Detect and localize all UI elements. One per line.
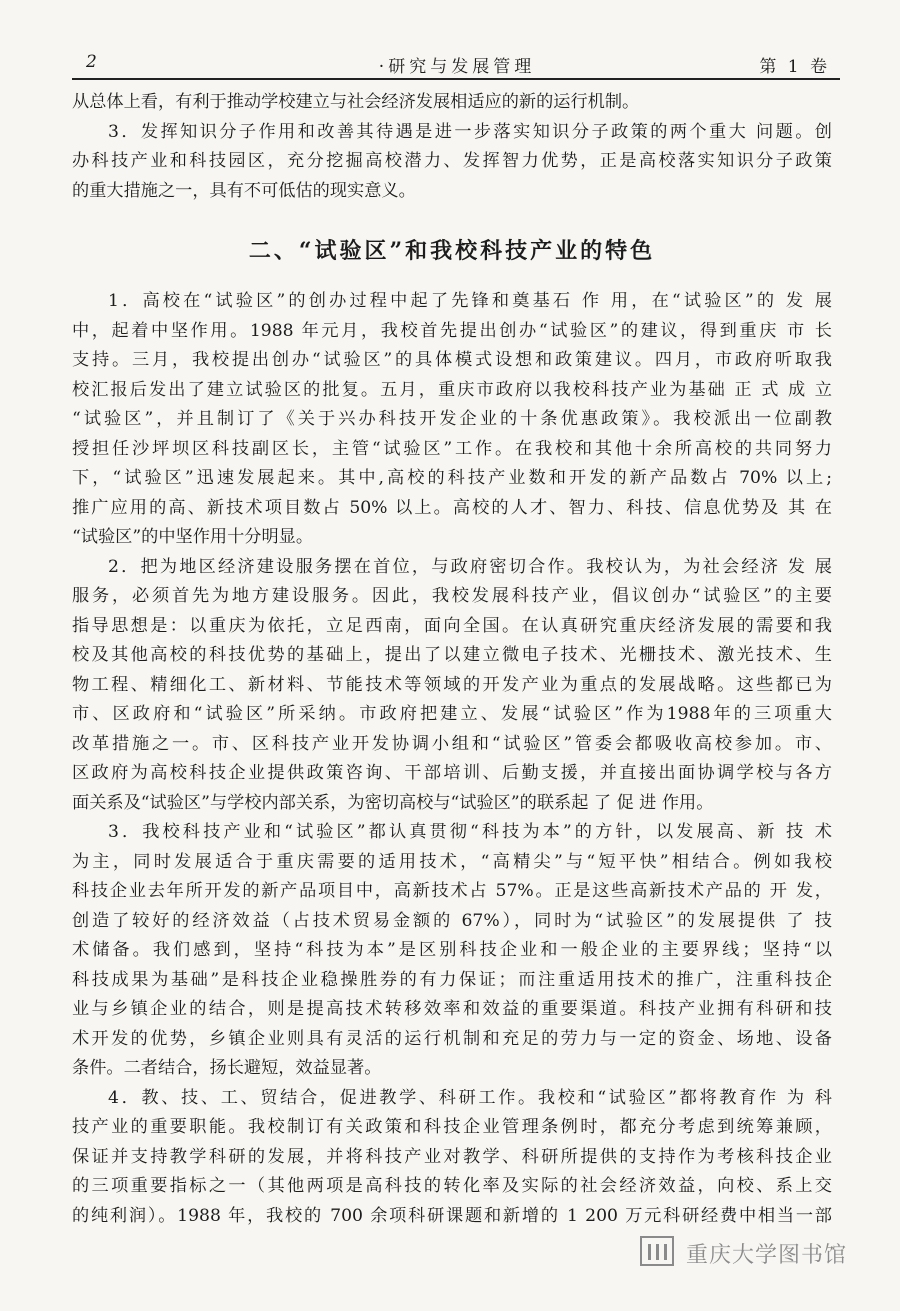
text-line: 市、区政府和“试验区”所采纳。市政府把建立、发展“试验区”作为1988年的三项重大: [72, 704, 832, 724]
section-text: [72, 287, 832, 1231]
text-line: 术储备。我们感到，坚持“科技为本”是区别科技企业和一般企业的主要界线；坚持“以: [72, 940, 832, 960]
text-line: 创造了较好的经济效益（占技术贸易金额的 67%），同时为“试验区”的发展提供 了 技: [72, 910, 832, 931]
page-number: 2: [86, 52, 98, 72]
text-line: 条件。二者结合，扬长避短，效益显著。: [72, 1058, 382, 1078]
text-line: 术开发的优势，乡镇企业则具有灵活的运行机制和充足的劳力与一定的资金、场地、设备: [72, 1028, 832, 1049]
text-line: 技产业的重要职能。我校制订有关政策和科技企业管理条例时，都充分考虑到统筹兼顾，: [72, 1117, 832, 1137]
header-rule: [72, 78, 840, 80]
watermark-text: 重庆大学图书馆: [686, 1243, 848, 1268]
intro-text: [72, 88, 832, 206]
text-line: 下，“试验区”迅速发展起来。其中,高校的科技产业数和开发的新产品数占 70% 以上;: [72, 468, 832, 488]
library-watermark: [640, 1232, 880, 1272]
text-line: 校汇报后发出了建立试验区的批复。五月，重庆市政府以我校科技产业为基础 正 式 成 立: [72, 379, 832, 400]
text-line: 的重大措施之一，具有不可低估的现实意义。: [72, 180, 416, 201]
text-line: 业与乡镇企业的结合，则是提高技术转移效率和效益的重要渠道。科技产业拥有科研和技: [72, 999, 832, 1019]
journal-title: ·研究与发展管理: [378, 57, 536, 77]
running-header: [72, 50, 842, 80]
text-line: 支持。三月，我校提出创办“试验区”的具体模式设想和政策建议。四月，市政府听取我: [72, 350, 832, 370]
text-line: 为主，同时发展适合于重庆需要的适用技术，“高精尖”与“短平快”相结合。例如我校: [72, 851, 832, 872]
text-line: 2．把为地区经济建设服务摆在首位，与政府密切合作。我校认为，为社会经济 发 展: [108, 556, 832, 577]
text-line: 从总体上看，有利于推动学校建立与社会经济发展相适应的新的运行机制。: [72, 92, 640, 112]
text-line: 的三项重要指标之一（其他两项是高科技的转化率及实际的社会经济效益，向校、系上交: [72, 1176, 832, 1196]
text-line: 保证并支持教学科研的发展，并将科技产业对教学、科研所提供的支持作为考核科技企业: [72, 1146, 832, 1167]
text-line: 科技成果为基础”是科技企业稳操胜券的有力保证；而注重适用技术的推广，注重科技企: [72, 969, 832, 990]
text-line: 推广应用的高、新技术项目数占 50% 以上。高校的人才、智力、科技、信息优势及 其 在: [72, 497, 832, 518]
text-line: 中，起着中坚作用。1988 年元月，我校首先提出创办“试验区”的建议，得到重庆 市 长: [72, 320, 832, 341]
text-line: 授担任沙坪坝区科技副区长，主管“试验区”工作。在我校和其他十余所高校的共同努力: [72, 438, 832, 459]
volume-label: 第 1 卷: [759, 57, 830, 77]
text-line: 面关系及“试验区”与学校内部关系，为密切高校与“试验区”的联系起 了 促 进 作用。: [72, 792, 714, 813]
library-logo-icon: [640, 1236, 674, 1266]
section-heading: 二、“试验区”和我校科技产业的特色: [248, 238, 656, 264]
text-line: 3．发挥知识分子作用和改善其待遇是进一步落实知识分子政策的两个重大 问题。创: [108, 121, 832, 142]
text-line: 服务，必须首先为地方建设服务。因此，我校发展科技产业，倡议创办“试验区”的主要: [72, 586, 832, 606]
text-line: 办科技产业和科技园区，充分挖掘高校潜力、发挥智力优势，正是高校落实知识分子政策: [72, 151, 832, 171]
text-line: 1．高校在“试验区”的创办过程中起了先锋和奠基石 作 用，在“试验区”的 发 展: [108, 291, 832, 311]
text-line: 4．教、技、工、贸结合，促进教学、科研工作。我校和“试验区”都将教育作 为 科: [108, 1087, 832, 1108]
text-line: 改革措施之一。市、区科技产业开发协调小组和“试验区”管委会都吸收高校参加。市、: [72, 733, 832, 754]
text-line: 指导思想是：以重庆为依托，立足西南，面向全国。在认真研究重庆经济发展的需要和我: [72, 615, 832, 636]
text-line: 物工程、精细化工、新材料、节能技术等领域的开发产业为重点的发展战略。这些都已为: [72, 674, 832, 695]
text-line: 校及其他高校的科技优势的基础上，提出了以建立微电子技术、光栅技术、激光技术、生: [72, 645, 832, 665]
text-line: 区政府为高校科技企业提供政策咨询、干部培训、后勤支援，并直接出面协调学校与各方: [72, 763, 832, 783]
text-line: “试验区”的中坚作用十分明显。: [72, 527, 314, 547]
text-line: 3．我校科技产业和“试验区”都认真贯彻“科技为本”的方针，以发展高、新 技 术: [108, 822, 832, 842]
text-line: “试验区”，并且制订了《关于兴办科技开发企业的十条优惠政策》。我校派出一位副教: [72, 409, 832, 429]
text-line: 的纯利润）。1988 年，我校的 700 余项科研课题和新增的 1 200 万元科研经费中相当一部: [72, 1205, 832, 1226]
text-line: 科技企业去年所开发的新产品项目中，高新技术占 57%。正是这些高新技术产品的 开 发，: [72, 881, 832, 901]
